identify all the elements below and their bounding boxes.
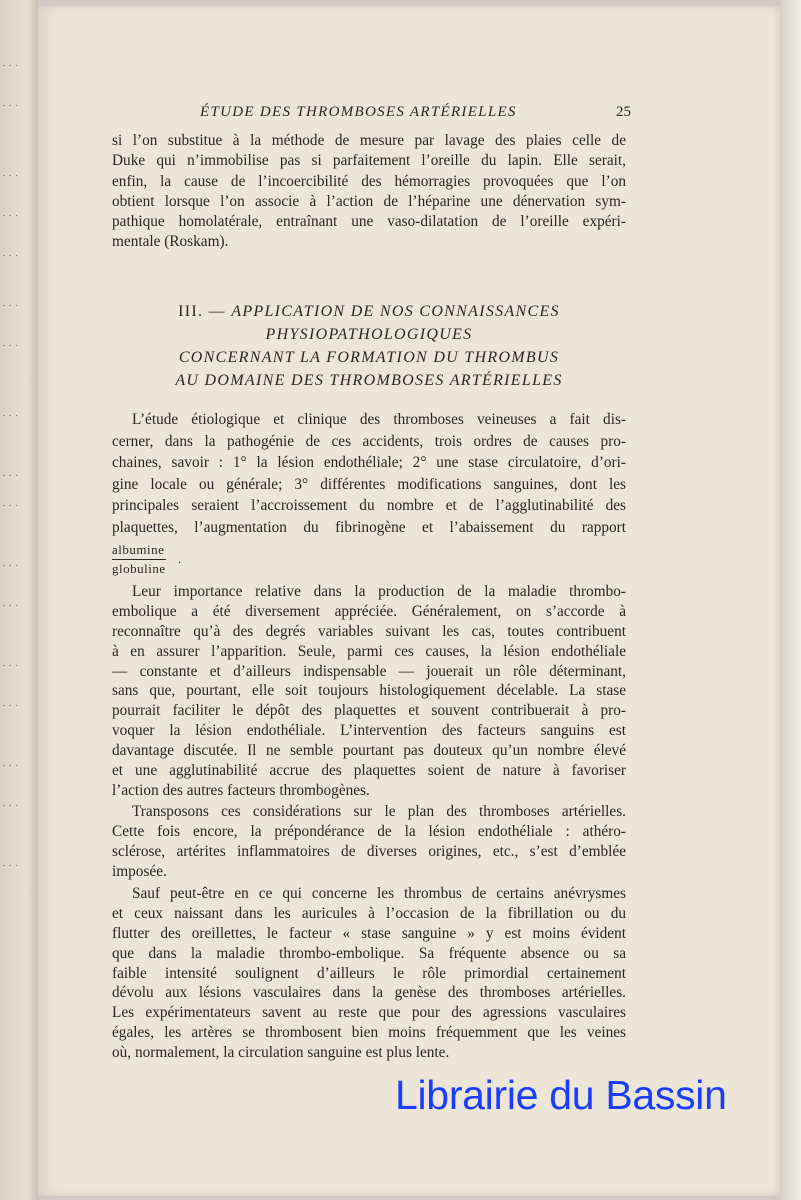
adjacent-page-text-fragment: · · · xyxy=(2,660,19,672)
text-line: à en assurer l’apparition. Seule, parmi ces causes, la lésion endothéliale xyxy=(112,642,626,660)
adjacent-page-text-fragment: · · · xyxy=(2,800,19,812)
adjacent-page-text-fragment: · · · xyxy=(2,250,19,262)
adjacent-page-text-fragment: · · · xyxy=(2,760,19,772)
adjacent-page-text-fragment: · · · xyxy=(2,470,19,482)
adjacent-page-text-fragment: · · · xyxy=(2,560,19,572)
text-line: gine locale ou générale; 3° différentes modifications sanguines, dont les xyxy=(112,475,626,493)
text-line: enfin, la cause de l’incoercibilité des hémorragies provoquées que l’on xyxy=(112,172,626,190)
text-line: et une agglutinabilité accrue des plaquettes soient de nature à favoriser xyxy=(112,762,626,780)
adjacent-page-text-fragment: · · · xyxy=(2,410,19,422)
text-line: Duke qui n’immobilise pas si parfaitement l’oreille du lapin. Elle serait, xyxy=(112,152,626,170)
text-line: et ceux naissant dans les auricules à l’occasion de la fibrillation ou du xyxy=(112,904,626,922)
text-line: cerner, dans la pathogénie de ces accidents, trois ordres de causes pro- xyxy=(112,432,626,450)
adjacent-page-text-fragment: · · · xyxy=(2,340,19,352)
section-heading-text: APPLICATION DE NOS CONNAISSANCES xyxy=(231,303,560,320)
section-heading-line: AU DOMAINE DES THROMBOSES ARTÉRIELLES xyxy=(175,372,563,389)
page-number: 25 xyxy=(616,104,631,120)
text-line: principales seraient l’accroissement du nombre et de l’agglutinabilité des xyxy=(112,497,626,514)
adjacent-page-text-fragment: · · · xyxy=(2,170,19,182)
paragraph-1 xyxy=(112,131,626,253)
adjacent-page-text-fragment: · · · xyxy=(2,700,19,712)
text-line: l’action des autres facteurs thrombogènes. xyxy=(112,781,370,799)
text-line: Cette fois encore, la prépondérance de la lésion endothéliale : athéro- xyxy=(112,822,626,840)
text-line: chaines, savoir : 1° la lésion endothéliale; 2° une stase circulatoire, d’ori- xyxy=(112,454,626,471)
running-head: ÉTUDE DES THROMBOSES ARTÉRIELLES xyxy=(200,104,517,120)
text-line: que dans la maladie thrombo-embolique. Sa fréquente absence ou sa xyxy=(112,944,626,962)
text-line: imposée. xyxy=(112,862,167,880)
page-edge xyxy=(780,0,801,1200)
text-line: pathique homolatérale, entraînant une vaso-dilatation de l’oreille expéri- xyxy=(112,213,626,231)
text-line: Les expérimentateurs savent au reste que pour des agressions vasculaires xyxy=(112,1004,626,1022)
fraction-numerator: albumine xyxy=(112,541,166,560)
paragraph-5 xyxy=(112,884,626,1063)
fraction-punctuation: . xyxy=(178,551,182,566)
section-heading-line: PHYSIOPATHOLOGIQUES xyxy=(265,326,473,343)
paragraph-2 xyxy=(112,409,626,538)
text-line: — constante et d’ailleurs indispensable — jouerait un rôle déterminant, xyxy=(112,662,626,680)
section-heading xyxy=(112,300,626,392)
adjacent-page-text-fragment: · · · xyxy=(2,210,19,222)
albumin-globulin-fraction xyxy=(112,541,182,578)
adjacent-page-text-fragment: · · · xyxy=(2,600,19,612)
section-heading-line: CONCERNANT LA FORMATION DU THROMBUS xyxy=(178,349,560,366)
section-number: III. — xyxy=(178,303,232,320)
text-line: embolique a été diversement appréciée. Généralement, on s’accorde à xyxy=(112,602,626,620)
text-line: pourrait faciliter le dépôt des plaquettes et souvent contribuerait à pro- xyxy=(112,702,626,720)
text-line: Transposons ces considérations sur le plan des thromboses artérielles. xyxy=(132,803,626,820)
text-line: Leur importance relative dans la production de la maladie thrombo- xyxy=(132,583,626,600)
adjacent-page-text-fragment: · · · xyxy=(2,100,19,112)
text-line: où, normalement, la circulation sanguine est plus lente. xyxy=(112,1044,450,1062)
adjacent-page-text-fragment: · · · xyxy=(2,500,19,512)
section-heading-line xyxy=(112,300,626,323)
text-line: voquer la lésion endothéliale. L’intervention des facteurs sanguins est xyxy=(112,722,626,740)
text-line: égales, les artères se thrombosent bien moins fréquemment que les veines xyxy=(112,1024,626,1042)
text-line: si l’on substitue à la méthode de mesure par lavage des plaies celle de xyxy=(112,132,626,149)
text-line: davantage discutée. Il ne semble pourtant pas douteux qu’un nombre élevé xyxy=(112,742,626,760)
watermark: Librairie du Bassin xyxy=(395,1072,727,1118)
text-line: plaquettes, l’augmentation du fibrinogène et l’abaissement du rapport xyxy=(112,518,626,536)
adjacent-page-text-fragment: · · · xyxy=(2,300,19,312)
text-line: reconnaître qu’à des degrés variables suivant les cas, toutes contribuent xyxy=(112,622,626,640)
adjacent-page-text-fragment: · · · xyxy=(2,860,19,872)
text-line: faible intensité soulignent d’ailleurs le rôle primordial certainement xyxy=(112,964,626,982)
text-line: mentale (Roskam). xyxy=(112,233,229,251)
adjacent-page-text-fragment: · · · xyxy=(2,60,19,72)
adjacent-page-edge xyxy=(0,0,38,1200)
text-line: Sauf peut-être en ce qui concerne les thrombus de certains anévrysmes xyxy=(132,885,626,902)
paragraph-3 xyxy=(112,582,626,801)
fraction-denominator: globuline xyxy=(112,561,166,576)
text-line: obtient lorsque l’on associe à l’action de l’héparine une dénervation sym- xyxy=(112,192,626,210)
text-line: sans que, pourtant, elle soit toujours histologiquement décelable. La stase xyxy=(112,682,626,700)
text-line: L’étude étiologique et clinique des thromboses veineuses a fait dis- xyxy=(132,411,626,428)
text-line: sclérose, artérites inflammatoires de diverses origines, etc., s’est d’emblée xyxy=(112,842,626,860)
text-line: flutter des oreillettes, le facteur « stase sanguine » y est moins évident xyxy=(112,924,626,942)
paragraph-4 xyxy=(112,802,626,882)
text-line: dévolu aux lésions vasculaires dans la genèse des thromboses artérielles. xyxy=(112,984,626,1002)
